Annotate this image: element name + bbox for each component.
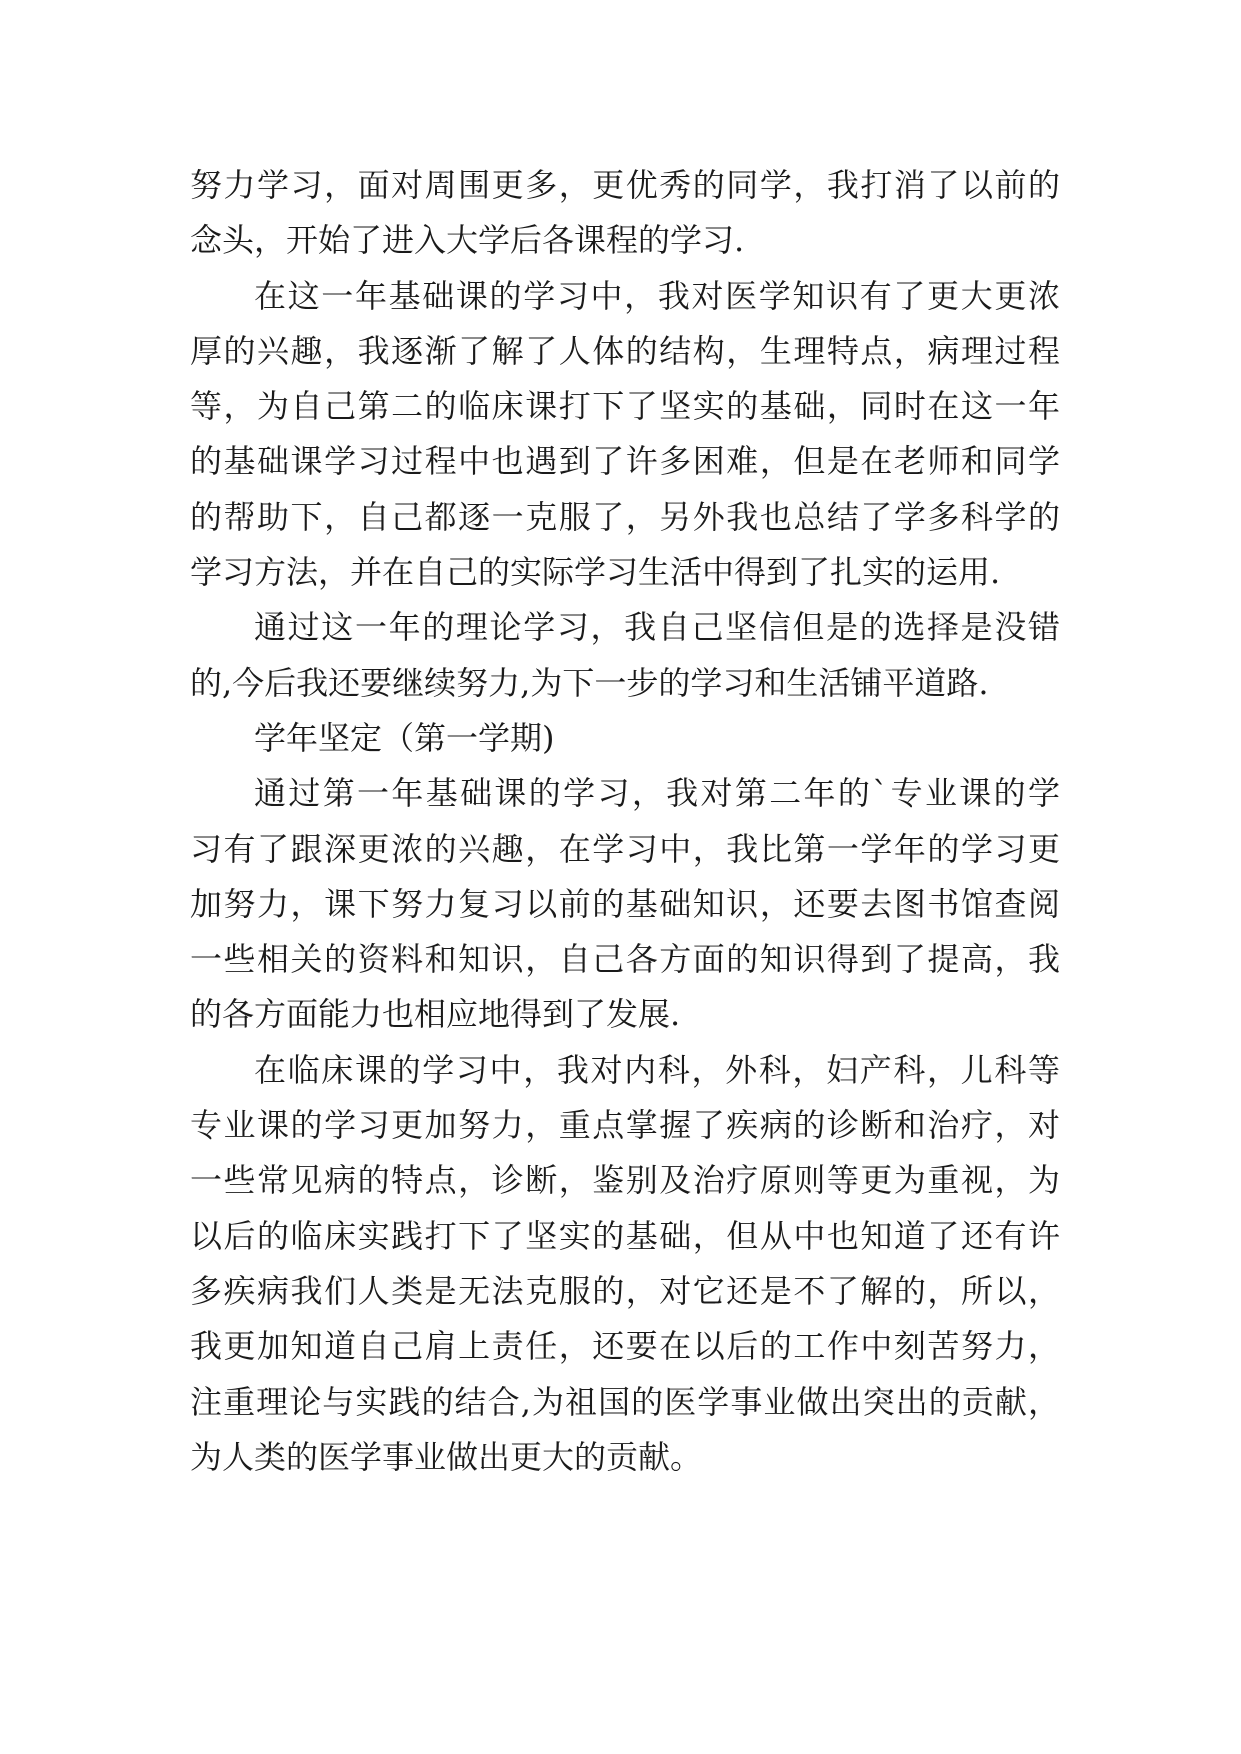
text-line: 学年坚定（第一学期) [254, 718, 555, 757]
text-line: 通过这一年的理论学习，我自己坚信但是的选择是没错 [254, 608, 1060, 647]
text-line: 努力学习，面对周围更多，更优秀的同学，我打消了以前的 [190, 166, 1060, 204]
text-line: 注重理论与实践的结合,为祖国的医学事业做出突出的贡献， [190, 1382, 1060, 1421]
text-line: 一些常见病的特点，诊断，鉴别及治疗原则等更为重视，为 [190, 1161, 1060, 1200]
text-line: 等，为自己第二的临床课打下了坚实的基础，同时在这一年 [190, 387, 1060, 426]
text-line: 通过第一年基础课的学习，我对第二年的`专业课的学 [254, 774, 1060, 813]
text-line: 念头，开始了进入大学后各课程的学习. [190, 221, 745, 260]
text-line: 一些相关的资料和知识，自己各方面的知识得到了提高，我 [190, 940, 1060, 979]
text-line: 的基础课学习过程中也遇到了许多困难，但是在老师和同学 [190, 442, 1060, 481]
text-line: 加努力，课下努力复习以前的基础知识，还要去图书馆查阅 [190, 884, 1060, 923]
text-line: 习有了跟深更浓的兴趣，在学习中，我比第一学年的学习更 [190, 829, 1060, 868]
body-text [190, 158, 1060, 1485]
text-line: 的,今后我还要继续努力,为下一步的学习和生活铺平道路. [190, 663, 989, 702]
text-line: 在临床课的学习中，我对内科，外科，妇产科，儿科等 [254, 1050, 1060, 1089]
text-line: 专业课的学习更加努力，重点掌握了疾病的诊断和治疗，对 [190, 1106, 1060, 1145]
text-line: 的各方面能力也相应地得到了发展. [190, 995, 681, 1034]
text-line: 学习方法，并在自己的实际学习生活中得到了扎实的运用. [190, 553, 1001, 592]
text-line: 我更加知道自己肩上责任，还要在以后的工作中刻苦努力， [190, 1327, 1060, 1366]
text-line: 的帮助下，自己都逐一克服了，另外我也总结了学多科学的 [190, 497, 1060, 536]
text-line: 多疾病我们人类是无法克服的，对它还是不了解的，所以， [190, 1271, 1060, 1310]
text-line: 为人类的医学事业做出更大的贡献。 [190, 1437, 703, 1476]
text-line: 厚的兴趣，我逐渐了解了人体的结构，生理特点，病理过程 [190, 331, 1060, 370]
text-line: 在这一年基础课的学习中，我对医学知识有了更大更浓 [254, 276, 1060, 315]
text-line: 以后的临床实践打下了坚实的基础，但从中也知道了还有许 [190, 1216, 1060, 1255]
